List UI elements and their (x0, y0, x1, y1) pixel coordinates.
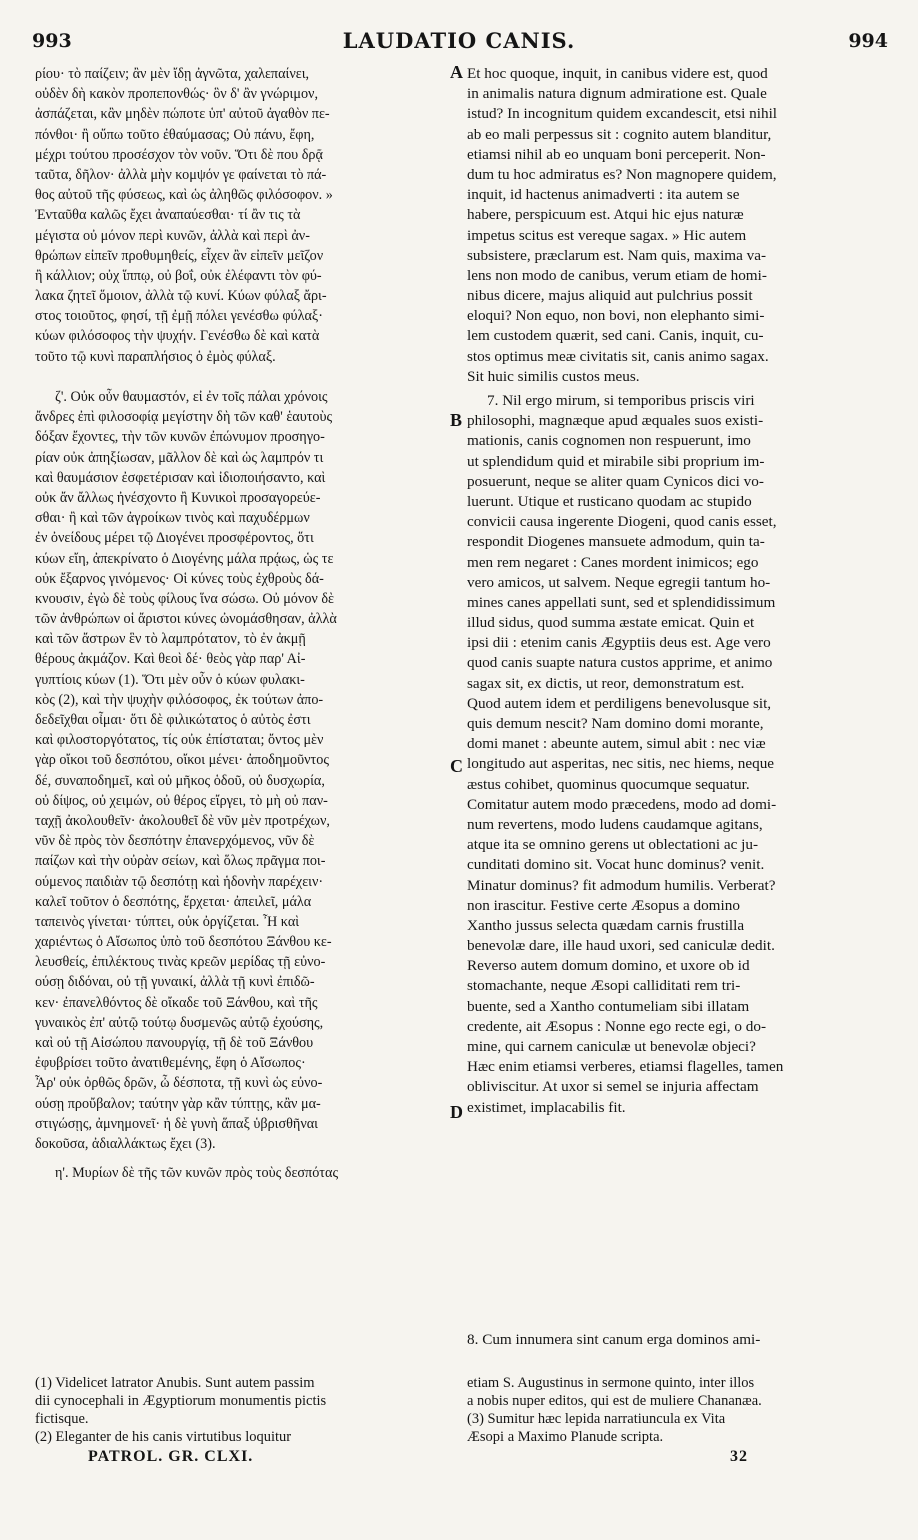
greek-text-line: Ἆρ' οὐκ ὀρθῶς δρῶν, ὦ δέσποτα, τῇ κυνὶ ὡς εὐνο- (35, 1075, 323, 1092)
latin-text-line: 7. Nil ergo mirum, si temporibus priscis viri (487, 392, 755, 409)
greek-text-line: γὰρ οἴκοι τοῦ δεσπότου, οἴκοι μένει· ἀποδημοῦντος (35, 752, 329, 769)
latin-text-line: atque ita se omnino gerens ut oblectationi ac ju- (467, 836, 759, 854)
greek-text-line: ούμενος παιδιὰν τῷ δεσπότῃ καὶ ἡδονὴν παρέχειν· (35, 873, 324, 890)
latin-text-line: nibus dicere, majus aliquid aut pulchrius possit (467, 287, 753, 305)
latin-text-line: stomachante, neque Æsopi calliditati rem tri- (467, 977, 741, 995)
greek-text-line: καὶ οὐ τῇ Αἰσώπου πανουργίᾳ, τῇ δὲ τοῦ Ξάνθου (35, 1035, 314, 1051)
footnote-line: fictisque. (35, 1411, 89, 1427)
greek-text-line: κὸς (2), καὶ τὴν ψυχὴν φιλόσοφος, ἐκ τούτων ἀπο- (35, 691, 324, 708)
greek-text-line: κύων φιλόσοφος τὴν ψυχήν. Γενέσθω δὲ καὶ κατὰ (35, 328, 320, 345)
latin-text-line: Xantho jussus selecta quædam carnis frustilla (467, 916, 745, 934)
footnote-line: a nobis nuper editos, qui est de muliere Chananæa. (467, 1393, 762, 1409)
greek-text-line: ἀσπάζεται, κἂν μηδὲν πώποτε ὑπ' αὐτοῦ ἀγαθὸν πε- (35, 106, 330, 123)
footnote-line: (2) Eleganter de his canis virtutibus loquitur (35, 1429, 292, 1445)
greek-text-line: ούσῃ προὔβαλον; ταύτην γὰρ κἂν τύπτῃς, κἂν μα- (35, 1095, 321, 1112)
greek-text-line: λακα ζητεῖ ὅμοιον, ἀλλὰ τῷ κυνί. Κύων φύλαξ ἄρι- (35, 288, 327, 305)
latin-text-line: subsistere, præclarum est. Nam quis, maxima va- (467, 246, 767, 264)
latin-text-line: æstus cohibet, quominus quocumque sequatur. (467, 775, 750, 793)
margin-letter-d: D (450, 1102, 463, 1122)
greek-text-line: ρίου· τὸ παίζειν; ἂν μὲν ἴδῃ ἀγνῶτα, χαλεπαίνει, (35, 66, 310, 82)
latin-text-line: mines canes appellati sunt, sed et splendidissimum (467, 593, 776, 611)
greek-text-line: τοῦτο τῷ κυνὶ παραπλήσιος ὁ ἐμὸς φύλαξ. (35, 348, 276, 365)
greek-text-line: ούσῃ διδόναι, οὐ τῇ γυναικί, ἀλλὰ τῇ κυνὶ ἐπιδῶ- (35, 974, 315, 991)
latin-text-line: Minatur dominus? fit admodum humilis. Verberat? (467, 876, 776, 894)
greek-text-line (35, 367, 453, 387)
greek-text-line: δοκοῦσα, ἀδιαλλάκτως ἔχει (3). (35, 1135, 216, 1152)
greek-text-line: καὶ θαυμάσιον ἐσφετέρισαν καὶ ἰδιοποιήσαντο, καὶ (35, 469, 326, 486)
greek-text-line: θος αὐτοῦ τῆς φύσεως, καὶ ὡς ἀληθῶς φιλόσοφον. » (35, 187, 333, 204)
greek-text-line: ἐφυβρίσει τοῦτο ἀνατιθεμένης, ἔφη ὁ Αἴσωπος· (35, 1055, 306, 1072)
latin-text-line: quod canis suapte natura custos apprime, et animo (467, 654, 773, 672)
sheet-number: 32 (730, 1448, 748, 1465)
greek-text-line: ἐν ὀνείδους μέρει τῷ Διογένει προσφέροντος, ὅτι (35, 530, 314, 547)
greek-text-line: οὐ δίψος, οὐ χειμών, οὐ θέρος εἴργει, τὸ μὴ οὐ παν- (35, 792, 328, 809)
footnotes-right (467, 1374, 882, 1446)
latin-text-line: obliviscitur. At uxor si semel se injuria affectam (467, 1078, 759, 1096)
greek-text-line: γυναικὸς ἐπ' αὐτῷ τούτῳ δυσμενῶς αὐτῷ ἐχούσης, (35, 1014, 324, 1031)
footnote-line: (1) Videlicet latrator Anubis. Sunt autem passim (35, 1375, 315, 1391)
latin-text-line: illud sidus, quod summa æstate emicat. Quin et (467, 614, 755, 632)
latin-text-line: Et hoc quoque, inquit, in canibus videre est, quod (467, 65, 768, 82)
greek-text-line: οὐκ ἔξαρνος γινόμενος· Οἱ κύνες τοὺς ἐχθροὺς δά- (35, 570, 324, 587)
latin-text-line: cunditati domino sit. Vocat hunc dominus? venit. (467, 856, 765, 874)
greek-text-line: τῶν ἀνθρώπων οἱ ἄριστοι κύνες ὠνομάσθησαν, ἀλλὰ (35, 611, 337, 628)
greek-column (35, 64, 453, 1183)
latin-text-line: stos optimus meæ civitatis sit, canis animo sagax. (467, 347, 769, 365)
greek-text-line: θέρους ἀκμάζον. Καὶ θεοὶ δέ· θεὸς γὰρ παρ' Αἰ- (35, 651, 306, 668)
greek-text-line: ἄνδρες ἐπὶ φιλοσοφίᾳ μεγίστην δὴ τῶν καθ' ἑαυτοὺς (35, 409, 333, 426)
latin-text-line: dum tu hoc admiratus es? Non magnopere quidem, (467, 165, 777, 183)
latin-text-line: sagax sit, ex dictis, ut reor, demonstratum est. (467, 674, 745, 692)
latin-text-line: posuerunt, neque se aliter quam Cynicos dici vo- (467, 472, 764, 490)
greek-text-line: δέ, συναποδημεῖ, καὶ οὐ μῆκος ὁδοῦ, οὐ δυσχωρία, (35, 772, 325, 789)
greek-text-line: ταχῇ ἀκολουθεῖν· ἀκολουθεῖ δὲ νῦν μὲν προτρέχων, (35, 812, 330, 829)
latin-continuation (467, 1330, 882, 1350)
latin-text-line: Quod autem idem et perdiligens benevolusque sit, (467, 694, 772, 712)
greek-text-line: η'. Μυρίων δὲ τῆς τῶν κυνῶν πρὸς τοὺς δεσπότας (55, 1165, 339, 1182)
greek-text-line: στιγώσῃς, ἀμνημονεῖ· ἡ δὲ γυνὴ ἅπαξ ὑβρισθῆναι (35, 1115, 318, 1132)
latin-text-line: Reverso autem domum domino, et uxore ob id (467, 957, 750, 975)
greek-text-line: καὶ φιλοστοργότατος, τίς οὐκ ἐπίσταται; ὄντος μὲν (35, 732, 324, 749)
latin-text-line: Sit huic similis custos meus. (467, 367, 640, 385)
greek-text-line: κεν· ἐπανελθόντος δὲ οἴκαδε τοῦ Ξάνθου, καὶ τῆς (35, 994, 318, 1011)
footnotes-left (35, 1374, 453, 1446)
latin-text-line: buente, sed a Xantho contumeliam sibi illatam (467, 997, 750, 1015)
greek-text-line: δεδεῖχθαι οἶμαι· ὅτι δὲ φιλικώτατος ὁ αὐτὸς ἐστι (35, 712, 311, 728)
greek-text-line: κύων εἴη, ἀπεκρίνατο ὁ Διογένης μάλα πρᾴως, ὡς τε (35, 550, 334, 567)
greek-text-line: νῦν δὲ πρὸς τὸν δεσπότην ἐπανερχόμενος, νῦν δὲ (35, 833, 315, 850)
latin-text-line: luerunt. Utique et rusticano quodam ac stupido (467, 492, 752, 510)
latin-text-line: in animalis natura dignum admiratione est. Quale (467, 85, 767, 103)
greek-text-line: ρίαν οὐκ ἀπηξίωσαν, μᾶλλον δὲ καὶ ὡς λαμπρόν τι (35, 449, 324, 466)
greek-text-line: γυπτίοις κύων (1). Ὅτι μὲν οὖν ὁ κύων φυλακι- (35, 671, 305, 688)
greek-text-line: στος τοιοῦτος, φησί, τῇ ἐμῇ πόλει γενέσθω φύλαξ· (35, 308, 323, 325)
margin-letter-b: B (450, 410, 463, 430)
footnote-line: etiam S. Augustinus in sermone quinto, inter illos (467, 1375, 755, 1391)
greek-text-line: δόξαν ἔχοντες, τὴν τῶν κυνῶν ἐπώνυμον προσηγο- (35, 429, 325, 446)
latin-text-line: longitudo aut asperitas, nec sitis, nec hiems, neque (467, 755, 775, 773)
greek-text-line: πόνθοι· ἢ οὔπω τοῦτο ἐθαύμασας; Οὐ πάνυ, ἔφη, (35, 126, 315, 143)
footnote-line: (3) Sumitur hæc lepida narratiuncula ex Vita (467, 1411, 726, 1427)
latin-text-line: Comitatur autem modo præcedens, modo ad domi- (467, 795, 777, 813)
margin-letter-a: A (450, 62, 463, 82)
latin-text-line: lem custodem quærit, sed cani. Canis, inquit, cu- (467, 327, 764, 345)
greek-text-line: ἢ κάλλιον; οὐχ ἵππῳ, οὐ βοΐ, οὐκ ἐλέφαντι τὸν φύ- (35, 267, 322, 284)
greek-text-line: Ἐνταῦθα καλῶς ἔχει ἀναπαύεσθαι· τί ἂν τις τὰ (35, 207, 301, 224)
latin-text-line: num revertens, modo ludens caudamque agitans, (467, 815, 763, 833)
latin-text-line: existimet, implacabilis fit. (467, 1098, 626, 1116)
latin-text-line: respondit Diogenes mansuete admodum, quin ta- (467, 533, 765, 551)
latin-text-line: impetus scitus est vereque sagax. » Hic autem (467, 226, 747, 244)
greek-text-line: οὐκ ἄν ἄλλως ἠνέσχοντο ἢ Κυνικοὶ προσαγορεύε- (35, 489, 321, 506)
latin-continuation-line: 8. Cum innumera sint canum erga dominos ami- (467, 1331, 761, 1348)
margin-letter-c: C (450, 756, 463, 776)
greek-text-line: σθαι· ἢ καὶ τῶν ἀγροίκων τινὸς καὶ παχυδέρμων (35, 510, 310, 527)
greek-text-line: χαριέντως ὁ Αἴσωπος ὑπὸ τοῦ δεσπότου Ξάνθου κε- (35, 934, 332, 951)
footnote-line: dii cynocephali in Ægyptiorum monumentis pictis (35, 1393, 327, 1409)
greek-text-line: ζ'. Οὐκ οὖν θαυμαστόν, εἰ ἐν τοῖς πάλαι χρόνοις (55, 389, 328, 405)
latin-text-line: credente, ait Æsopus : Nonne ego recte egi, o do- (467, 1017, 767, 1035)
latin-text-line: mine, qui carnem caniculæ ut benevolæ objeci? (467, 1038, 756, 1055)
latin-text-line: ab eo mali perpessus sit : cognito autem blanditur, (467, 125, 772, 143)
greek-text-line: μέχρι τούτου προσέσχον τὸν νοῦν. Ὅτι δὲ που δρᾷ (35, 146, 323, 163)
greek-text-line: παίζων καὶ τὴν οὐρὰν σείων, καὶ ὅλως πρᾶγμα ποι- (35, 853, 326, 870)
latin-text-line: istud? In incognitum quidem excandescit, etsi nihil (467, 105, 778, 123)
latin-text-line: quis demum nescit? Nam domino domi morante, (467, 715, 764, 732)
latin-text-line: philosophi, magnæque apud æquales suos existi- (467, 412, 764, 430)
latin-text-line: convicii causa ingerente Diogeni, quod canis esset, (467, 513, 777, 531)
latin-text-line: men rem negaret : Canes mordent inimicos; ego (467, 553, 759, 571)
latin-text-line: eloqui? Non equo, non bovi, non elephanto simi- (467, 307, 765, 325)
page-number-right: 994 (848, 30, 888, 52)
greek-text-line: ταῦτα, δῆλον· ἀλλὰ μὴν κομψόν γε φαίνεται τὸ πά- (35, 166, 327, 183)
greek-text-line: κνουσιν, ἐγὼ δὲ τοὺς φίλους ἵνα σώσω. Οὐ μόνον δὲ (35, 590, 335, 607)
signature-mark: PATROL. GR. CLXI. (88, 1448, 254, 1465)
greek-text-line: καὶ τῶν ἄστρων ἓν τὸ λαμπρότατον, τὸ ἐν ἀκμῇ (35, 631, 306, 648)
latin-text-line: domi manet : abeunte autem, simul abit : nec viæ (467, 735, 766, 753)
latin-text-line: inquit, id hactenus animadverti : ita autem se (467, 186, 740, 204)
latin-text-line: habere, perspicuum est. Atqui hic ejus naturæ (467, 206, 744, 224)
latin-text-line: mationis, canis cognomen non respuerunt, imo (467, 432, 751, 450)
latin-text-line: lens non modo de canibus, verum etiam de homi- (467, 266, 767, 284)
greek-text-line: οὐδὲν δὴ κακὸν προπεπονθώς· ὃν δ' ἂν γνώριμον, (35, 86, 319, 103)
latin-text-line: vero amicos, ut salvem. Neque egregii tantum ho- (467, 573, 771, 591)
latin-text-line: Hæc enim etiamsi verberes, etiamsi flagelles, tamen (467, 1058, 784, 1076)
latin-text-line: non irascitur. Festive certe Æsopus a domino (467, 896, 740, 914)
running-title: LAUDATIO CANIS. (342, 28, 576, 53)
greek-text-line: λευσθείς, ἐπιλέκτους τινὰς κρεῶν μερίδας τῇ εὐνο- (35, 954, 326, 971)
latin-text-line: benevolæ dare, ille haud uxori, sed caniculæ dedit. (467, 937, 775, 955)
greek-text-line: καλεῖ τοῦτον ὁ δεσπότης, ἔρχεται· ἀπειλεῖ, μάλα (35, 893, 312, 910)
latin-text-line: ipsi dii : etenim canis Ægyptiis deus est. Age vero (467, 634, 771, 652)
latin-text-line: ut splendidum quid et mirabile sibi proprium im- (467, 452, 765, 470)
footnote-line: Æsopi a Maximo Planude scripta. (467, 1429, 664, 1445)
latin-text-line: etiamsi nihil ab eo unquam boni perceperit. Non- (467, 145, 766, 163)
greek-text-line: μέγιστα οὐ μόνον περὶ κυνῶν, ἀλλὰ καὶ περὶ ἀν- (35, 227, 310, 244)
page-number-left: 993 (32, 30, 72, 52)
greek-text-line: ταπεινὸς γίνεται· τύπτει, οὐκ ὀργίζεται. Ἦ καὶ (35, 913, 300, 930)
greek-text-line: θρώπων εἰπεῖν προθυμηθείς, εἶχεν ἂν εἰπεῖν μεῖζον (35, 247, 324, 264)
latin-column (467, 64, 882, 1118)
